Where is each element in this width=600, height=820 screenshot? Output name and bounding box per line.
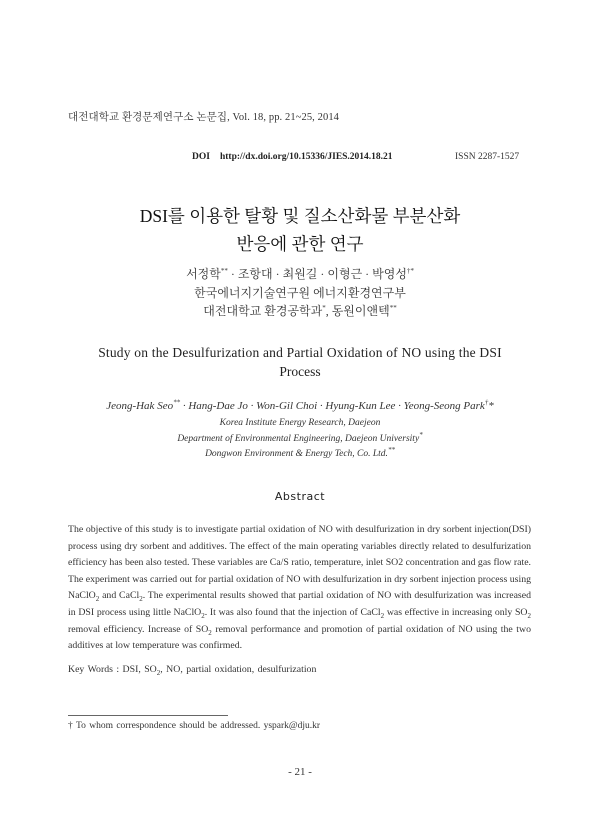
doi-line xyxy=(192,152,393,162)
authors-korean xyxy=(0,265,600,282)
affiliation-english-1: Korea Institute Energy Research, Daejeon xyxy=(219,418,381,428)
author-ko-last-mark: †* xyxy=(406,267,414,275)
subscript-2: 2 xyxy=(208,628,212,637)
authors-en-rest: · Hang-Dae Jo · Won-Gil Choi · Hyung-Kun Lee · Yeong-Seong Park xyxy=(180,400,485,412)
affil-ko-dju: 대전대학교 환경공학과 xyxy=(203,304,323,318)
subscript-2: 2 xyxy=(139,595,143,604)
author-en-first: Jeong-Hak Seo xyxy=(106,400,174,412)
abstract-paragraph xyxy=(68,522,531,655)
affil-ko-dongwon: , 동원이앤텍 xyxy=(325,304,390,318)
affiliation-english-2 xyxy=(0,430,600,444)
author-en-first-mark: ** xyxy=(173,398,181,407)
subscript-2: 2 xyxy=(156,668,161,677)
affil-en-dongwon-mark: ** xyxy=(387,445,395,454)
abstract-text-6: removal efficiency. Increase of SO xyxy=(68,623,209,635)
abstract-heading: Abstract xyxy=(274,490,326,503)
journal-citation: 대전대학교 환경문제연구소 논문집, Vol. 18, pp. 21~25, 2014 xyxy=(68,112,340,123)
abstract-body xyxy=(68,522,531,655)
affil-en-dongwon: Dongwon Environment & Energy Tech, Co. Ltd. xyxy=(205,449,388,459)
authors-ko-rest: · 조항대 · 최원길 · 이형근 · 박영성 xyxy=(227,267,407,281)
subscript-2: 2 xyxy=(380,611,385,620)
abstract-text-7: removal performance and promotion of partial oxidation of NO using the two additives at low temperature was confirmed. xyxy=(68,623,531,652)
doi-label: DOI xyxy=(192,152,210,162)
authors-english xyxy=(0,400,600,412)
author-en-last-mark: † xyxy=(484,398,489,407)
abstract-text-5: was effective in increasing only SO xyxy=(384,606,528,618)
doi-link[interactable]: http://dx.doi.org/10.15336/JIES.2014.18.21 xyxy=(219,152,393,162)
title-english-line-2: Process xyxy=(279,364,321,379)
issn: ISSN 2287-1527 xyxy=(455,152,520,162)
author-ko-first-mark: ** xyxy=(220,267,228,275)
subscript-2: 2 xyxy=(201,611,205,620)
affiliation-korean-1: 한국에너지기술연구원 에너지환경연구부 xyxy=(194,286,406,300)
title-korean-line-1: DSI를 이용한 탈황 및 질소산화물 부분산화 xyxy=(139,206,461,226)
author-en-corresponding-star: * xyxy=(488,400,494,412)
keywords-rest: , NO, partial oxidation, desulfurization xyxy=(160,664,317,675)
footnote: † To whom correspondence should be addressed. yspark@dju.kr xyxy=(68,721,321,731)
affiliation-english-3 xyxy=(0,445,600,459)
affil-ko-dongwon-mark: ** xyxy=(389,304,397,312)
author-ko-first: 서정학 xyxy=(186,267,221,281)
affiliation-korean-2 xyxy=(0,302,600,319)
title-korean-line-2: 반응에 관한 연구 xyxy=(236,234,364,254)
affil-ko-dju-mark: * xyxy=(322,304,326,312)
affil-en-dju: Department of Environmental Engineering, Daejeon University xyxy=(177,434,420,444)
keywords xyxy=(68,664,316,675)
title-english-line-1: Study on the Desulfurization and Partial Oxidation of NO using the DSI xyxy=(98,345,502,360)
footnote-divider xyxy=(68,715,228,716)
keywords-label: Key Words : DSI, SO xyxy=(68,664,157,675)
abstract-text-2: and CaCl xyxy=(99,590,140,602)
abstract-text-4: . It was also found that the injection of CaCl xyxy=(204,606,381,618)
subscript-2: 2 xyxy=(527,611,531,620)
subscript-2: 2 xyxy=(95,595,100,604)
abstract-text-1: The objective of this study is to investigate partial oxidation of NO with desulfurization in dry sorbent injection(DSI) process using dry sorbent and additives. The effect of the main operating variables directly related to desulfurization efficiency has been also tested. These variables are Ca/S ratio, temperature, inlet SO2 concentration and gas flow rate. The experiment was carried out for partial oxidation of NO with desulfurization in dry sorbent injection process using NaClO xyxy=(68,524,531,602)
page-number: - 21 - xyxy=(288,766,312,778)
abstract-text-3: . The experimental results showed that partial oxidation of NO with desulfurization was increased in DSI process using little NaClO xyxy=(68,590,531,618)
affil-en-dju-mark: * xyxy=(419,430,423,439)
